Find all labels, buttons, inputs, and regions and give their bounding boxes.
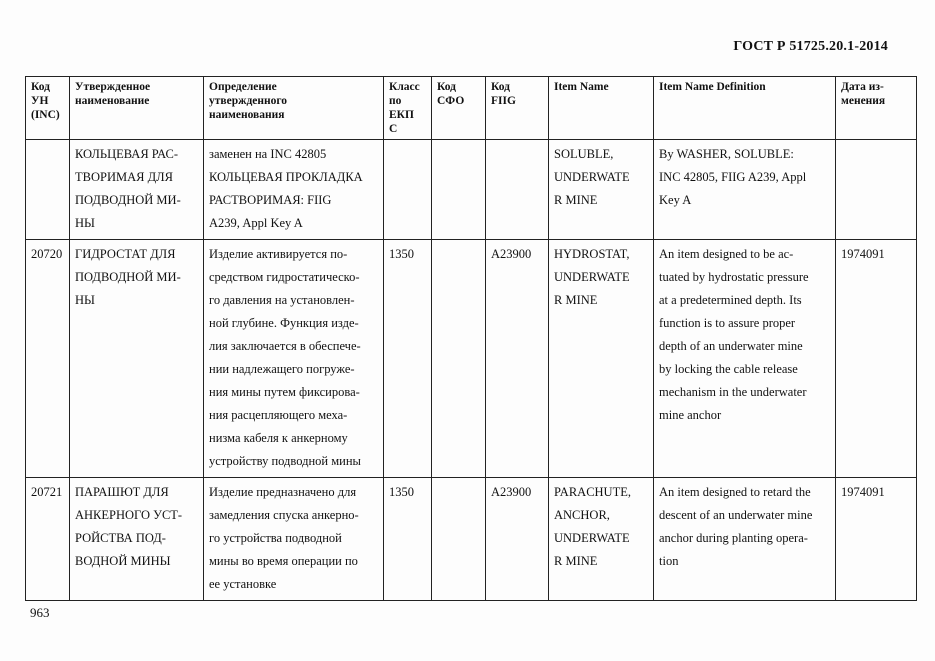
cell-fiig: A23900 bbox=[486, 240, 549, 478]
cell-item-name-definition: An item designed to retard the descent of an underwater mine anchor during planting opera- tion bbox=[654, 478, 836, 601]
cell-approved-name: ГИДРОСТАТ ДЛЯ ПОДВОДНОЙ МИ- НЫ bbox=[70, 240, 204, 478]
cell-sfo bbox=[432, 478, 486, 601]
cell-class: 1350 bbox=[384, 240, 432, 478]
cell-sfo bbox=[432, 140, 486, 240]
cell-item-name: SOLUBLE, UNDERWATE R MINE bbox=[549, 140, 654, 240]
column-header-item-name-definition: Item Name Definition bbox=[654, 77, 836, 140]
column-header-sfo: Код СФО bbox=[432, 77, 486, 140]
cell-item-name: HYDROSTAT, UNDERWATE R MINE bbox=[549, 240, 654, 478]
cell-item-name-definition: By WASHER, SOLUBLE: INC 42805, FIIG A239, Appl Key A bbox=[654, 140, 836, 240]
cell-inc: 20721 bbox=[26, 478, 70, 601]
cell-change-date: 1974091 bbox=[836, 478, 917, 601]
column-header-item-name: Item Name bbox=[549, 77, 654, 140]
cell-change-date bbox=[836, 140, 917, 240]
column-header-fiig: Код FIIG bbox=[486, 77, 549, 140]
cell-definition: Изделие предназначено для замедления спуска анкерно- го устройства подводной мины во время операции по ее установке bbox=[204, 478, 384, 601]
cell-approved-name: ПАРАШЮТ ДЛЯ АНКЕРНОГО УСТ- РОЙСТВА ПОД- ВОДНОЙ МИНЫ bbox=[70, 478, 204, 601]
cell-change-date: 1974091 bbox=[836, 240, 917, 478]
column-header-definition: Определение утвержденного наименования bbox=[204, 77, 384, 140]
catalog-table bbox=[25, 76, 917, 601]
cell-fiig bbox=[486, 140, 549, 240]
table-row bbox=[26, 478, 917, 601]
cell-class bbox=[384, 140, 432, 240]
cell-sfo bbox=[432, 240, 486, 478]
table-row bbox=[26, 240, 917, 478]
page-number: 963 bbox=[30, 605, 50, 620]
cell-definition: заменен на INC 42805 КОЛЬЦЕВАЯ ПРОКЛАДКА РАСТВОРИМАЯ: FIIG A239, Appl Key A bbox=[204, 140, 384, 240]
cell-class: 1350 bbox=[384, 478, 432, 601]
cell-item-name: PARACHUTE, ANCHOR, UNDERWATE R MINE bbox=[549, 478, 654, 601]
document-code: ГОСТ Р 51725.20.1-2014 bbox=[733, 39, 888, 54]
cell-approved-name: КОЛЬЦЕВАЯ РАС- ТВОРИМАЯ ДЛЯ ПОДВОДНОЙ МИ- НЫ bbox=[70, 140, 204, 240]
cell-inc: 20720 bbox=[26, 240, 70, 478]
cell-item-name-definition: An item designed to be ac- tuated by hydrostatic pressure at a predetermined depth. Its function is to assure proper depth of an underwater mine by locking the cable release mechanism in the underwater mine anchor bbox=[654, 240, 836, 478]
cell-inc bbox=[26, 140, 70, 240]
table-row bbox=[26, 140, 917, 240]
column-header-approved-name: Утвержденное наименование bbox=[70, 77, 204, 140]
header-row bbox=[26, 77, 917, 140]
column-header-inc: Код УН (INC) bbox=[26, 77, 70, 140]
column-header-change-date: Дата из- менения bbox=[836, 77, 917, 140]
cell-fiig: A23900 bbox=[486, 478, 549, 601]
cell-definition: Изделие активируется по- средством гидростатическо- го давления на установлен- ной глубине. Функция изде- лия заключается в обеспече- нии надлежащего погруже- ния мины путем фиксирова- ния расцепляющего меха- низма кабеля к анкерному устройству подводной мины bbox=[204, 240, 384, 478]
column-header-class: Класс по ЕКП С bbox=[384, 77, 432, 140]
